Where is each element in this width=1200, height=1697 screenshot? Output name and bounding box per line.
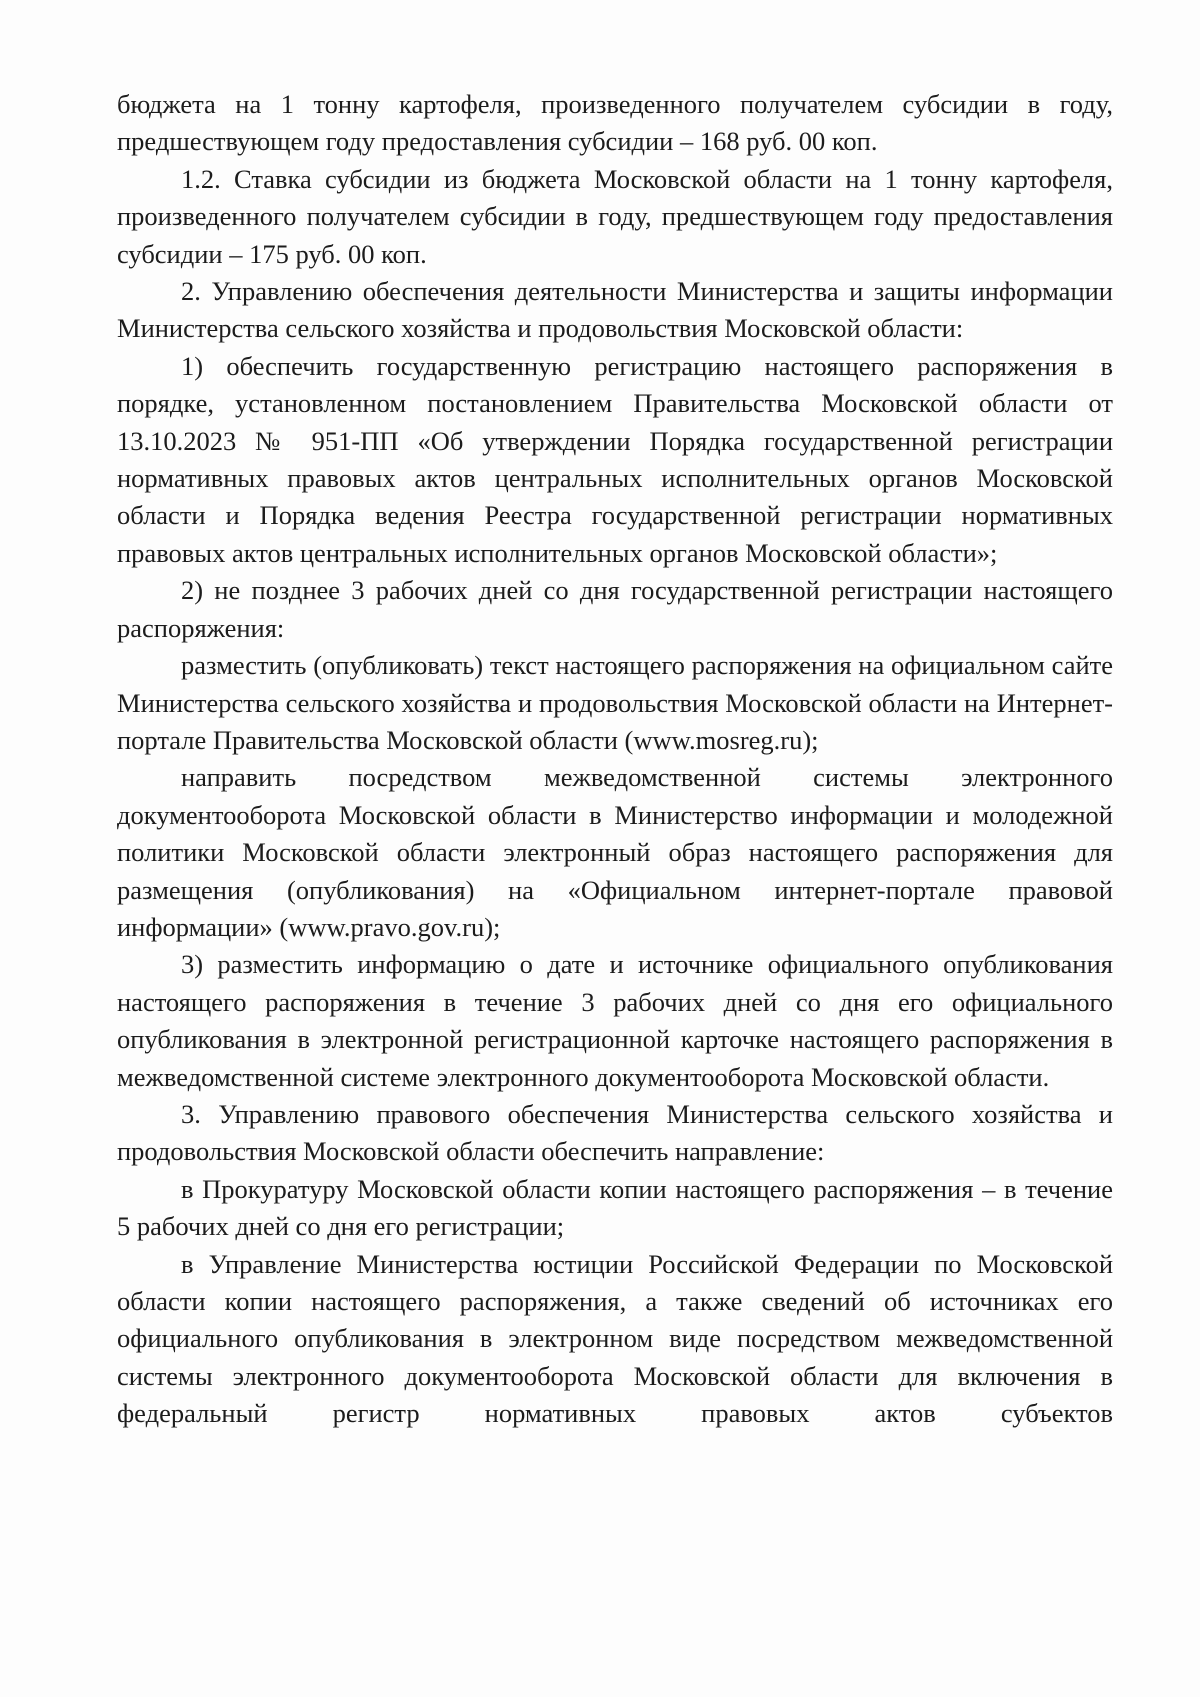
- paragraph-2-management-support: 2. Управлению обеспечения деятельности Министерства и защиты информации Министерства сельского хозяйства и продовольствия Московской области:: [117, 276, 1113, 344]
- paragraph-3-legal-support: 3. Управлению правового обеспечения Министерства сельского хозяйства и продовольствия Московской области обеспечить направление:: [117, 1098, 1113, 1167]
- paragraph-2-3-publication-info: 3) разместить информацию о дате и источнике официального опубликования настоящего распоряжения в течение 3 рабочих дней со дня его официального опубликования в электронной регистрационной карточке настоящего распоряжения в межведомственной системе электронного документооборота Московской области.: [117, 949, 1113, 1092]
- paragraph-3-prosecutor: в Прокуратуру Московской области копии настоящего распоряжения – в течение 5 рабочих дней со дня его регистрации;: [117, 1173, 1113, 1242]
- paragraph-1-2-subsidy-rate: 1.2. Ставка субсидии из бюджета Московской области на 1 тонну картофеля, произведенного получателем субсидии в году, предшествующем году предоставления субсидии – 175 руб. 00 коп.: [117, 163, 1113, 269]
- paragraph-2-2-publish-mosreg: разместить (опубликовать) текст настоящего распоряжения на официальном сайте Министерства сельского хозяйства и продовольствия Московской области на Интернет-портале Правительства Московской области (www.mosreg.ru);: [117, 650, 1113, 755]
- paragraph-3-justice-ministry: в Управление Министерства юстиции Российской Федерации по Московской области копии настоящего распоряжения, а также сведений об источниках его официального опубликования в электронном виде посредством межведомственной системы электронного документооборота Московской области для включения в федеральный регистр нормативных правовых актов субъектов: [117, 1248, 1113, 1429]
- document-body: [117, 86, 1113, 1433]
- paragraph-2-1-state-registration: 1) обеспечить государственную регистрацию настоящего распоряжения в порядке, установленном постановлением Правительства Московской области от 13.10.2023 № 951-ПП «Об утверждении Порядка государственной регистрации нормативных правовых актов центральных исполнительных органов Московской области и Порядка ведения Реестра государственной регистрации нормативных правовых актов центральных исполнительных органов Московской области»;: [117, 350, 1113, 568]
- paragraph-2-2-send-pravo: направить посредством межведомственной системы электронного документооборота Московской области в Министерство информации и молодежной политики Московской области электронный образ настоящего распоряжения для размещения (опубликования) на «Официальном интернет-портале правовой информации» (www.pravo.gov.ru);: [117, 762, 1113, 942]
- paragraph-2-2-deadline: 2) не позднее 3 рабочих дней со дня государственной регистрации настоящего распоряжения:: [117, 575, 1113, 643]
- paragraph-budget-continuation: бюджета на 1 тонну картофеля, произведенного получателем субсидии в году, предшествующем году предоставления субсидии – 168 руб. 00 коп.: [117, 89, 1113, 157]
